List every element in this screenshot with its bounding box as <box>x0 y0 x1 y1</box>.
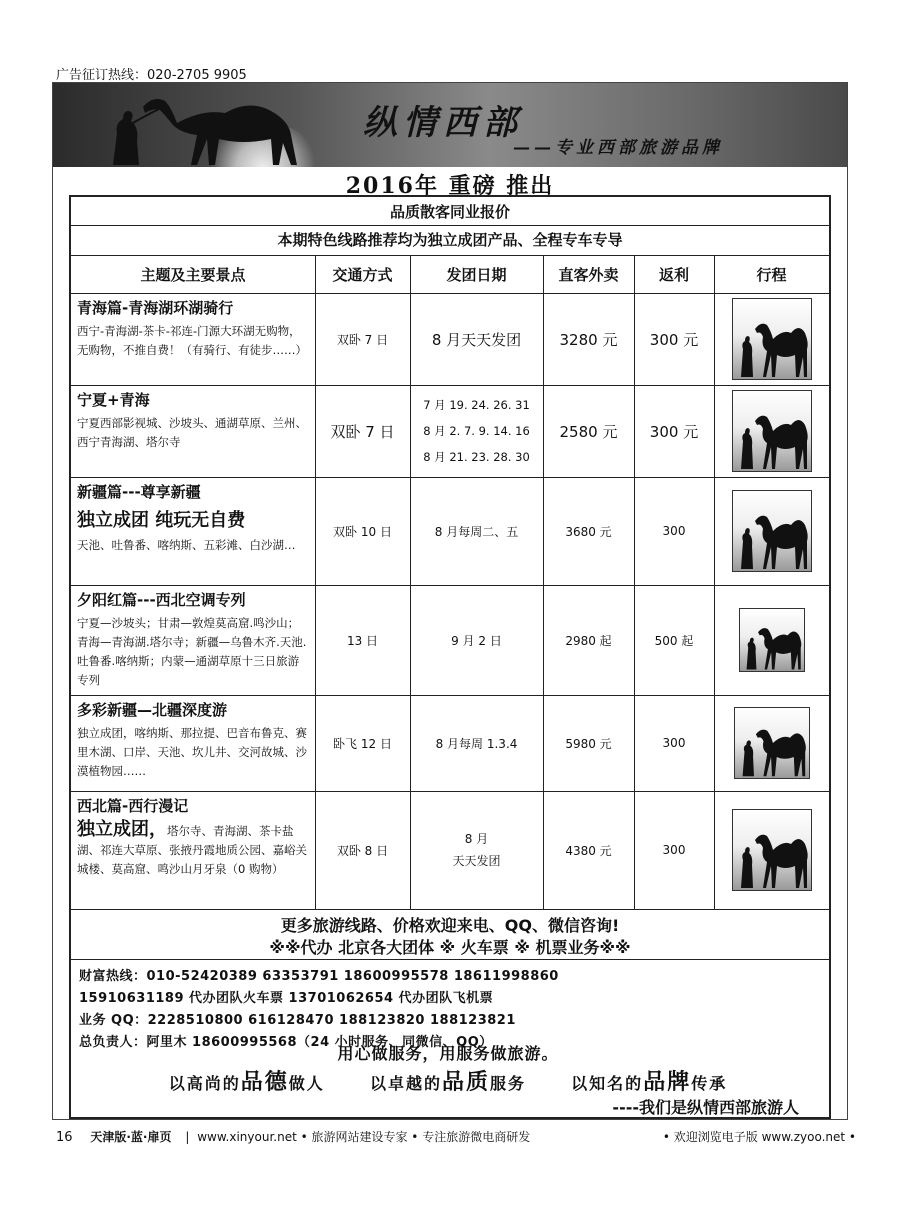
camel-thumbnail-icon <box>734 707 810 779</box>
contact-qq: 业务 QQ：2228510800 616128470 188123820 188123821 <box>79 1013 516 1028</box>
page-number: 16 <box>56 1130 73 1145</box>
header-transport: 交通方式 <box>332 265 393 284</box>
brand-logo-text: 纵情西部 <box>363 103 523 143</box>
header-itinerary: 行程 <box>756 265 787 284</box>
table-row: 宁夏+青海 宁夏西部影视城、沙坡头、通湖草原、兰州、西宁青海湖、塔尔寺 <box>77 391 307 449</box>
camel-thumbnail-icon <box>732 390 812 472</box>
contact-manager: 总负责人：阿里木 18600995568（24 小时服务、同微信、QQ） <box>79 1035 493 1050</box>
camel-thumbnail-icon <box>732 298 812 380</box>
contact-hotline: 财富热线：010-52420389 63353791 18600995578 18611998860 <box>79 969 559 984</box>
headline: 2016年 重磅 推出 <box>345 173 555 199</box>
more-routes-text: 更多旅游线路、价格欢迎来电、QQ、微信咨询! <box>280 916 620 935</box>
ad-page <box>52 82 848 1120</box>
brand-slogan: ——专业西部旅游品牌 <box>513 138 723 158</box>
motto-line: 用心做服务，用服务做旅游。 <box>337 1044 559 1063</box>
camel-thumbnail-icon <box>739 608 805 672</box>
camel-thumbnail-icon <box>732 809 812 891</box>
table-row: 新疆篇---尊享新疆 独立成团 纯玩无自费 天池、吐鲁番、喀纳斯、五彩滩、白沙湖… <box>77 483 296 552</box>
price-table: 品质散客同业报价 本期特色线路推荐均为独立成团产品、全程专车专导 主题及主要景点 交通方式 发团日期 直客外卖 返利 行程 青海篇-青海湖环湖骑行 西宁-青海湖-茶卡-祁连-门源大环湖无购物，无购物，不推自费！（有骑行、有徒步……） 双卧 7 日 8 月天天发团 3280 元 300 元 宁夏+青海 宁夏西部影视城、沙坡头、通湖草原、兰州、西宁青海湖、塔尔寺 双卧 7 日 7 月 19. 24. 26. 31 8 月 2. 7. 9. 14. 16 8 月 21. 23. 28. 30 2580 元 300 元 新疆篇---尊享新疆 独立成团 纯玩无自费 天池、吐鲁番、喀纳斯、五彩滩、白沙湖… 双卧 10 日 8 月每周二、五 3680 元 300 夕阳红篇---西北空调专列 宁夏—沙坡头；甘肃—敦煌莫高窟.鸣沙山；青海—青海湖.塔尔寺；新疆—乌鲁木齐.天池.吐鲁番.喀纳斯；内蒙—通湖草原十三日旅游专列 13 日 9 月 2 日 2980 起 500 起 多彩新疆—北疆深度游 独立成团，喀纳斯、那拉提、巴音布鲁克、赛里木湖、口岸、天池、坎儿井、交河故城、沙漠植物园…… 卧飞 12 日 8 月每周 1.3.4 5980 元 300 西北篇-西行漫记 独立成团，塔尔寺、青海湖、茶卡盐湖、祁连大草原、张掖丹霞地质公园、嘉峪关城楼、莫高窟、鸣沙山月牙泉（0 购物） 双卧 8 日 8 月 天天发团 4380 元 300 更多旅游线路、价格欢迎来电、QQ、微信咨询! ※※代办 北京各大团体 ※ 火车票 ※ 机票业务※※ 财富热线：010-52420389 63353791 18600995578 18611998860 15910631189 代办团队火车票 13701062654 代办团队飞机票 业务 QQ：2228510800 616128470 188123820 188123821 总负责人：阿里木 18600995568（24 小时服务、同微信、QQ） <box>69 195 831 1119</box>
table-row: 多彩新疆—北疆深度游 独立成团，喀纳斯、那拉提、巴音布鲁克、赛里木湖、口岸、天池、坎儿井、交河故城、沙漠植物园…… <box>77 701 307 778</box>
camel-rider-silhouette-icon <box>93 87 393 167</box>
ad-hotline: 广告征订热线：020-2705 9905 <box>56 68 247 83</box>
page-footer: 16 天津版·蓝·扉页 | www.xinyour.net • 旅游网站建设专家 • 专注旅游微电商研发 • 欢迎浏览电子版 www.zyoo.net • <box>56 1130 856 1145</box>
header-theme: 主题及主要景点 <box>140 265 246 284</box>
camel-thumbnail-icon <box>732 490 812 572</box>
table-row: 西北篇-西行漫记 独立成团，塔尔寺、青海湖、茶卡盐湖、祁连大草原、张掖丹霞地质公园、嘉峪关城楼、莫高窟、鸣沙山月牙泉（0 购物） <box>77 797 307 876</box>
table-subtitle: 本期特色线路推荐均为独立成团产品、全程专车专导 <box>277 231 623 249</box>
header-price: 直客外卖 <box>558 265 619 284</box>
footer-left-text: www.xinyour.net • 旅游网站建设专家 • 专注旅游微电商研发 <box>197 1130 531 1144</box>
motto-principles: 以高尚的品德做人 以卓越的品质服务 以知名的品牌传承 <box>168 1070 728 1095</box>
table-title: 品质散客同业报价 <box>389 203 510 221</box>
header-rebate: 返利 <box>658 265 689 284</box>
header-dates: 发团日期 <box>446 265 507 284</box>
banner <box>53 83 847 167</box>
motto-signature: ----我们是纵情西部旅游人 <box>612 1098 799 1117</box>
table-row: 夕阳红篇---西北空调专列 宁夏—沙坡头；甘肃—敦煌莫高窟.鸣沙山；青海—青海湖.塔尔寺；新疆—乌鲁木齐.天池.吐鲁番.喀纳斯；内蒙—通湖草原十三日旅游专列 <box>77 591 307 687</box>
contact-tickets: 15910631189 代办团队火车票 13701062654 代办团队飞机票 <box>79 991 494 1006</box>
footer-right-text: • 欢迎浏览电子版 www.zyoo.net • <box>662 1130 856 1144</box>
agency-services-text: ※※代办 北京各大团体 ※ 火车票 ※ 机票业务※※ <box>269 938 631 957</box>
edition-label: 天津版·蓝·扉页 <box>90 1130 172 1144</box>
table-row: 青海篇-青海湖环湖骑行 西宁-青海湖-茶卡-祁连-门源大环湖无购物，无购物，不推自费！（有骑行、有徒步……） <box>77 299 307 357</box>
